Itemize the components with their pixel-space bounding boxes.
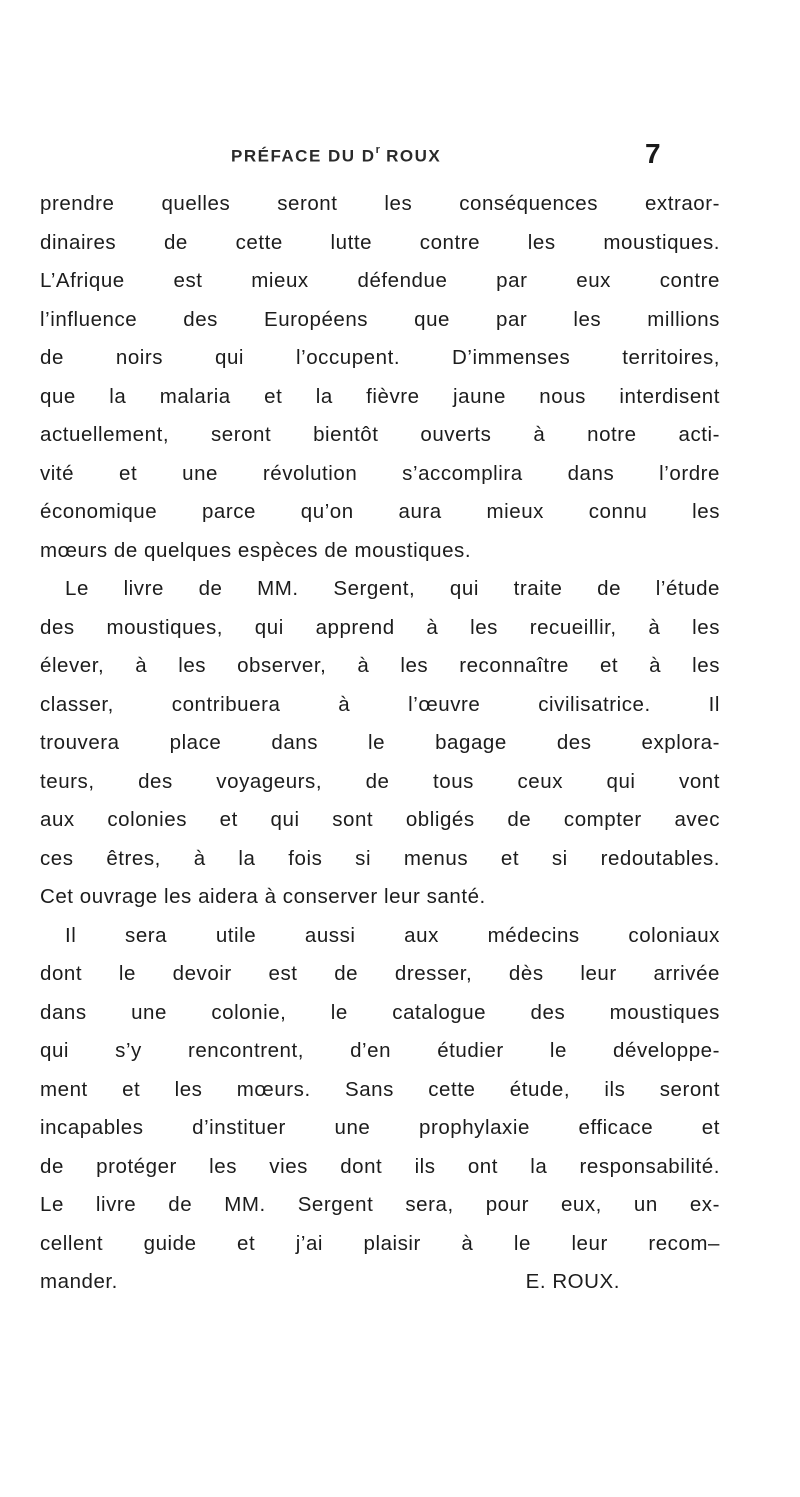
preface-body xyxy=(40,185,720,1302)
text-line: de protéger les vies dont ils ont la responsabilité. xyxy=(40,1154,720,1178)
text-line: incapables d’instituer une prophylaxie efficace et xyxy=(40,1116,720,1139)
closing-text: mander. xyxy=(40,1270,118,1293)
text-line: de noirs qui l’occupent. D’immenses territoires, xyxy=(40,346,720,369)
running-head-end: ROUX xyxy=(379,146,442,166)
text-line: teurs, des voyageurs, de tous ceux qui vont xyxy=(40,769,720,793)
text-line: mœurs de quelques espèces de moustiques. xyxy=(40,538,472,562)
author-signature: E. ROUX. xyxy=(525,1270,620,1293)
running-head-superscript: r xyxy=(375,144,380,156)
text-line: prendre quelles seront les conséquences extraor- xyxy=(40,192,720,215)
text-line: Il sera utile aussi aux médecins coloniaux xyxy=(65,923,720,947)
text-line: classer, contribuera à l’œuvre civilisatrice. Il xyxy=(40,692,720,716)
text-line: qui s’y rencontrent, d’en étudier le développe- xyxy=(40,1039,720,1062)
text-line: dinaires de cette lutte contre les moustiques. xyxy=(40,230,720,254)
text-line: trouvera place dans le bagage des explora- xyxy=(40,731,720,754)
text-line: élever, à les observer, à les reconnaître et à les xyxy=(40,654,720,677)
text-line: aux colonies et qui sont obligés de compter avec xyxy=(40,808,720,831)
text-line: vité et une révolution s’accomplira dans l’ordre xyxy=(40,461,720,485)
closing-line xyxy=(40,1263,720,1302)
text-line: dont le devoir est de dresser, dès leur arrivée xyxy=(40,962,720,985)
text-line: cellent guide et j’ai plaisir à le leur recom– xyxy=(40,1231,720,1255)
text-line: actuellement, seront bientôt ouverts à notre acti- xyxy=(40,423,720,446)
page-number: 7 xyxy=(645,138,661,169)
running-head-main: PRÉFACE DU D xyxy=(231,146,376,166)
text-line: Le livre de MM. Sergent sera, pour eux, un ex- xyxy=(40,1193,720,1216)
running-head xyxy=(231,146,511,167)
text-line: dans une colonie, le catalogue des moustiques xyxy=(40,1000,720,1024)
text-line: économique parce qu’on aura mieux connu les xyxy=(40,500,720,523)
text-line: que la malaria et la fièvre jaune nous interdisent xyxy=(40,384,720,408)
text-line: ces êtres, à la fois si menus et si redoutables. xyxy=(40,846,720,870)
text-line: Cet ouvrage les aidera à conserver leur santé. xyxy=(40,885,486,908)
text-line: ment et les mœurs. Sans cette étude, ils seront xyxy=(40,1077,720,1101)
text-line: des moustiques, qui apprend à les recueillir, à les xyxy=(40,615,720,639)
text-line: L’Afrique est mieux défendue par eux contre xyxy=(40,269,720,292)
text-line: Le livre de MM. Sergent, qui traite de l’étude xyxy=(65,577,720,600)
text-line: l’influence des Européens que par les millions xyxy=(40,307,720,331)
